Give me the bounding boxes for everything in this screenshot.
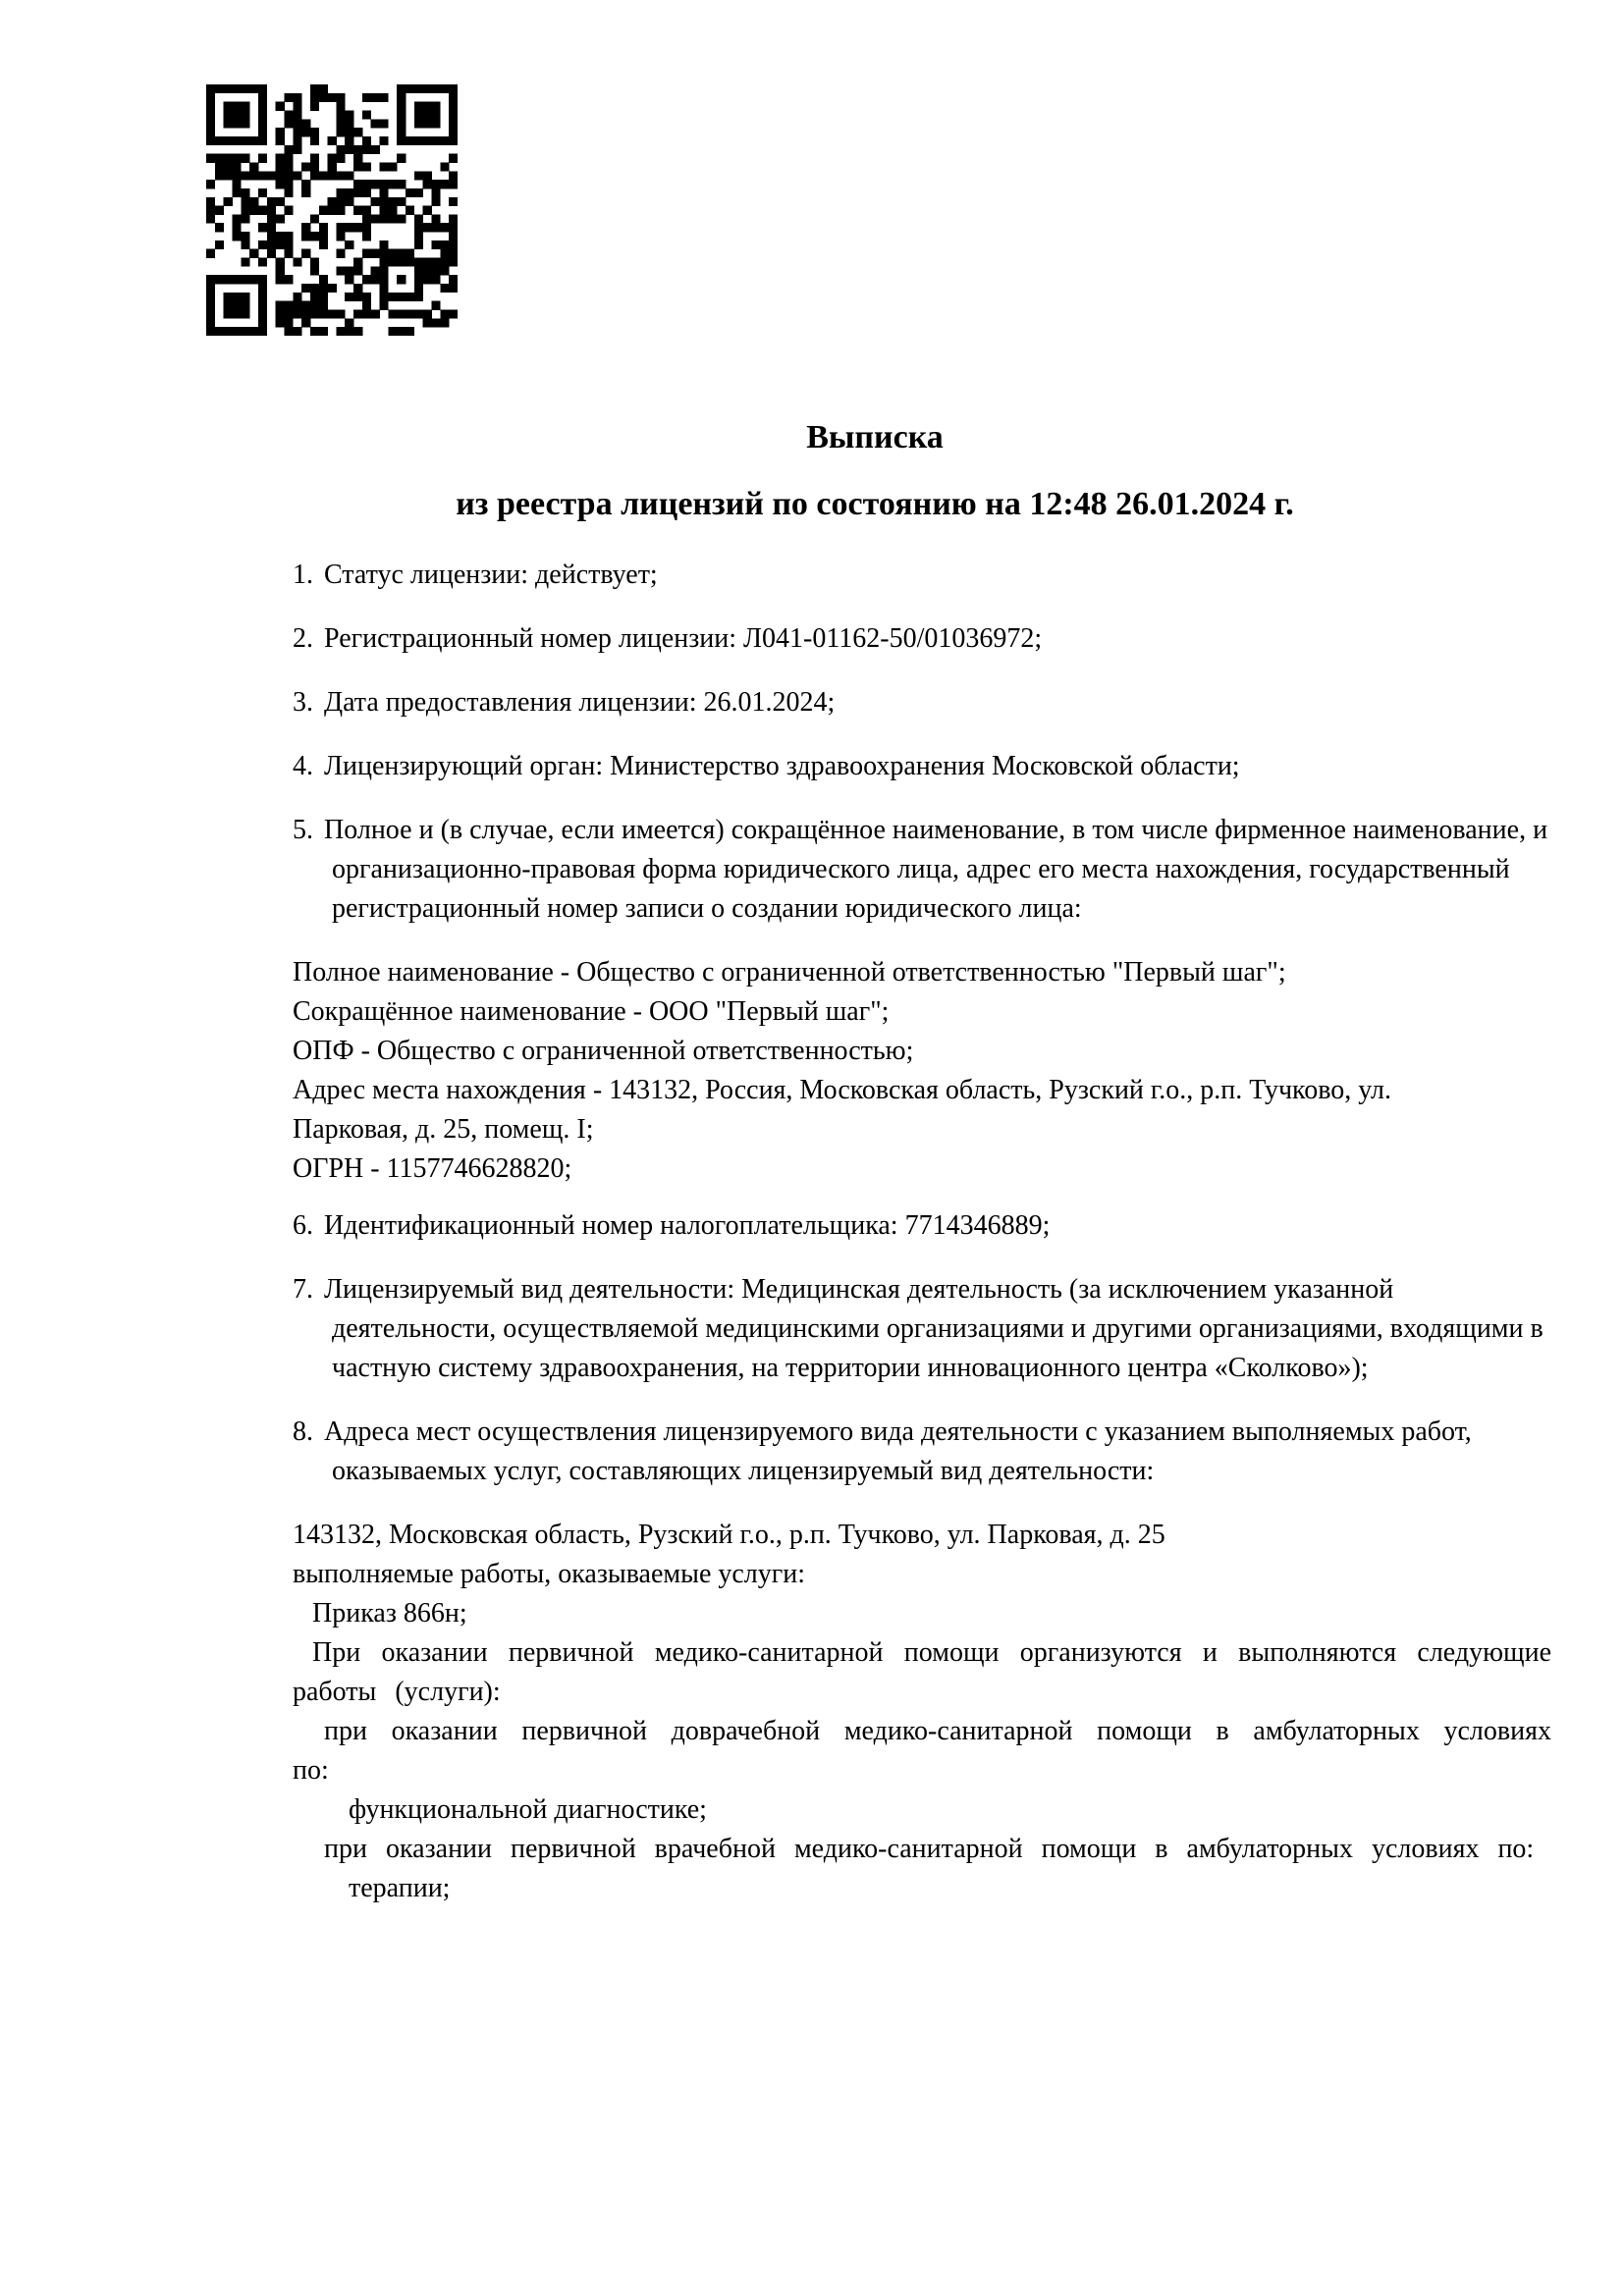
item-4-licensing-authority [293, 747, 1551, 786]
item-4-number: 4. [293, 751, 313, 781]
item-1-status [293, 556, 1551, 595]
item-6-inn [293, 1206, 1551, 1246]
org-full-name: Полное наименование - Общество с ограниченной ответственностью "Первый шаг"; [293, 957, 1286, 988]
item-8-text: Адреса мест осуществления лицензируемого вида деятельности с указанием выполняемых работ, оказываемых услуг, составляющих лицензируемый вид деятельности: [324, 1416, 1472, 1486]
title-line-1: Выписка [806, 419, 944, 455]
item-6-text: Идентификационный номер налогоплательщика: 7714346889; [324, 1210, 1051, 1241]
activity-service-functional-diagnostics: функциональной диагностике; [349, 1794, 707, 1825]
org-address: Адрес места нахождения - 143132, Россия, Московская область, Рузский г.о., р.п. Тучково, ул. Парковая, д. 25, помещ. I; [293, 1075, 1391, 1145]
qr-code [206, 84, 458, 336]
document-title [293, 416, 1457, 526]
org-details-block [293, 953, 1510, 1189]
item-5-text: Полное и (в случае, если имеется) сокращённое наименование, в том числе фирменное наименование, и организационно-правовая форма юридического лица, адрес его места нахождения, государственный регистрационный номер записи о создании юридического лица: [324, 815, 1548, 924]
activity-works-header: выполняемые работы, оказываемые услуги: [293, 1559, 806, 1589]
org-short-name: Сокращённое наименование - ООО "Первый шаг"; [293, 996, 890, 1027]
item-8-addresses-header [293, 1413, 1551, 1491]
org-ogrn: ОГРН - 1157746628820; [293, 1153, 572, 1184]
activity-paragraph-2: при оказании первичной доврачебной медико-санитарной помощи в амбулаторных условиях по: [293, 1716, 1551, 1786]
item-7-number: 7. [293, 1274, 313, 1305]
item-2-text: Регистрационный номер лицензии: Л041-01162-50/01036972; [324, 623, 1043, 654]
item-1-text: Статус лицензии: действует; [324, 560, 658, 590]
item-8-number: 8. [293, 1416, 313, 1447]
item-2-reg-number [293, 619, 1551, 659]
activity-paragraph-1: При оказании первичной медико-санитарной помощи организуются и выполняются следующие работы (услуги): [293, 1637, 1551, 1707]
item-3-number: 3. [293, 687, 313, 718]
item-5-org-name-header [293, 811, 1551, 929]
item-2-number: 2. [293, 623, 313, 654]
item-4-text: Лицензирующий орган: Министерство здравоохранения Московской области; [324, 751, 1240, 781]
item-5-number: 5. [293, 815, 313, 845]
activity-paragraph-3: при оказании первичной врачебной медико-санитарной помощи в амбулаторных условиях по: [324, 1834, 1535, 1864]
org-opf: ОПФ - Общество с ограниченной ответственностью; [293, 1036, 914, 1066]
item-3-text: Дата предоставления лицензии: 26.01.2024; [324, 687, 836, 718]
item-1-number: 1. [293, 560, 313, 590]
activity-address-block [293, 1516, 1551, 1908]
item-7-text: Лицензируемый вид деятельности: Медицинская деятельность (за исключением указанной деятельности, осуществляемой медицинскими организациями и другими организациями, входящими в частную систему здравоохранения, на территории инновационного центра «Сколково»); [324, 1274, 1543, 1383]
activity-service-therapy: терапии; [349, 1873, 451, 1903]
activity-address-line: 143132, Московская область, Рузский г.о., р.п. Тучково, ул. Парковая, д. 25 [293, 1520, 1165, 1550]
item-6-number: 6. [293, 1210, 313, 1241]
activity-order: Приказ 866н; [312, 1598, 467, 1629]
title-line-2: из реестра лицензий по состоянию на 12:48 26.01.2024 г. [456, 486, 1294, 522]
item-3-grant-date [293, 683, 1551, 722]
item-7-activity-type [293, 1270, 1551, 1388]
document-content [293, 416, 1551, 1908]
